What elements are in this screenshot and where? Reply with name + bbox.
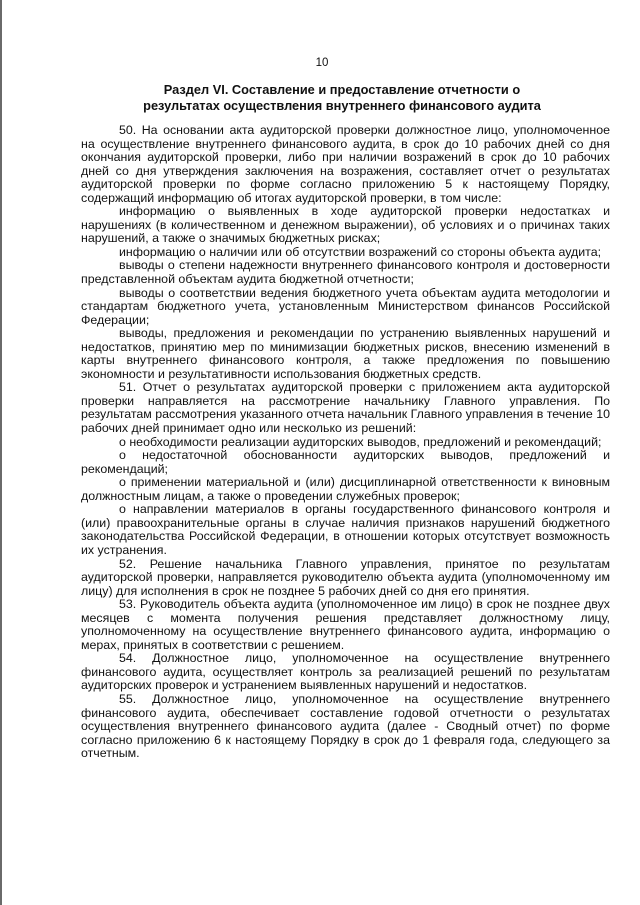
page-number: 10 [315, 57, 329, 69]
list-item-deficiencies-info: информацию о выявленных в ходе аудиторской проверки недостатках и нарушениях (в количественном и денежном выражении), об условиях и о причинах таких нарушений, а также о значимых бюджетных рисках; [81, 204, 610, 246]
section-title [72, 82, 612, 114]
document-body [81, 124, 610, 761]
paragraph-55: 55. Должностное лицо, уполномоченное на осуществление внутреннего финансового аудита, обеспечивает составление годовой отчетности о результатах осуществления внутреннего финансового аудита (далее - Сводный отчет) по форме согласно приложению 6 к настоящему Порядку в срок до 1 февраля года, следующего за отчетным. [81, 691, 610, 761]
list-item-accounting-compliance: выводы о соответствии ведения бюджетного учета объектам аудита методологии и стандартам бюджетного учета, установленным Министерством финансов Российской Федерации; [81, 285, 610, 327]
paragraph-50: 50. На основании акта аудиторской проверки должностное лицо, уполномоченное на осуществление внутреннего финансового аудита, в срок до 10 рабочих дней со дня окончания аудиторской проверки, либо при наличии возражений в срок до 10 рабочих дней со дня утверждения заключения на возражения, составляет отчет о результатах аудиторской проверки по форме согласно приложению 5 к настоящему Порядку, содержащий информацию об итогах аудиторской проверки, в том числе: [81, 123, 610, 205]
decision-insufficient-grounds: о недостаточной обоснованности аудиторских выводов, предложений и рекомендаций; [81, 448, 610, 476]
list-item-control-reliability: выводы о степени надежности внутреннего финансового контроля и достоверности представленной объектам аудита бюджетной отчетности; [81, 258, 610, 287]
paragraph-53: 53. Руководитель объекта аудита (уполномоченное им лицо) в срок не позднее двух месяцев с момента получения решения представляет должностному лицу, уполномоченному на осуществление внутреннего финансового аудита, информацию о мерах, принятых в соответствии с решением. [81, 597, 610, 652]
decision-liability: о применении материальной и (или) дисциплинарной ответственности к виновным должностным лицам, а также о проведении служебных проверок; [81, 475, 610, 503]
list-item-objections-info: информацию о наличии или об отсутствии возражений со стороны объекта аудита; [119, 244, 602, 259]
paragraph-52: 52. Решение начальника Главного управления, принятое по результатам аудиторской проверки, направляется руководителю объекта аудита (уполномоченному им лицу) для исполнения в срок не позднее 5 рабочих дней со дня его принятия. [81, 556, 610, 598]
section-title-line-2: результатах осуществления внутреннего финансового аудита [143, 98, 541, 113]
paragraph-51: 51. Отчет о результатах аудиторской проверки с приложением акта аудиторской проверки направляется на рассмотрение начальнику Главного управления. По результатам рассмотрения указанного отчета начальник Главного управления в течение 10 рабочих дней принимает одно или несколько из решений: [81, 380, 610, 436]
list-item-recommendations: выводы, предложения и рекомендации по устранению выявленных нарушений и недостатков, принятию мер по минимизации бюджетных рисков, внесению изменений в карты внутреннего финансового контроля, а также предложения по повышению экономности и результативности использования бюджетных средств. [81, 326, 610, 381]
section-title-line-1: Раздел VI. Составление и предоставление отчетности о [163, 82, 521, 97]
decision-refer-materials: о направлении материалов в органы государственного финансового контроля и (или) правоохранительные органы в случае наличия признаков нарушений бюджетного законодательства Российской Федерации, в отношении которых отсутствует возможность их устранения. [81, 502, 610, 557]
paragraph-54: 54. Должностное лицо, уполномоченное на осуществление внутреннего финансового аудита, осуществляет контроль за реализацией решений по результатам аудиторских проверок и устранением выявленных нарушений и недостатков. [81, 651, 610, 693]
decision-implement-conclusions: о необходимости реализации аудиторских выводов, предложений и рекомендаций; [119, 434, 602, 449]
